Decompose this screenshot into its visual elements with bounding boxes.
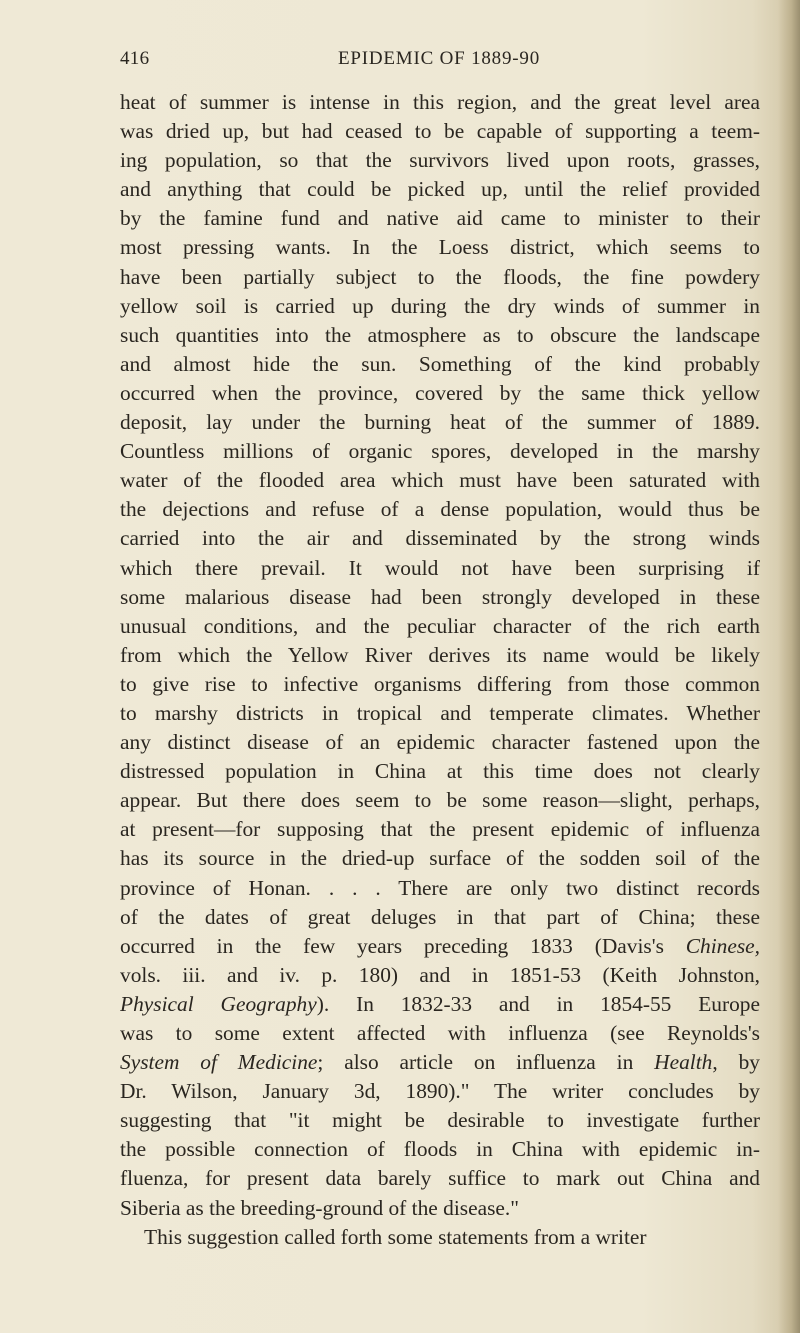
text-line: appear. But there does seem to be some reason—slight, perhaps, xyxy=(120,788,760,813)
text-line: vols. iii. and iv. p. 180) and in 1851-53 (Keith Johnston, xyxy=(120,962,760,987)
text-line: the possible connection of floods in China with epidemic in- xyxy=(120,1137,760,1162)
text-line: distressed population in China at this time does not clearly xyxy=(120,759,760,784)
italic-title-health: Health xyxy=(654,1050,713,1075)
text-line: and anything that could be picked up, until the relief provided xyxy=(120,177,760,202)
text-line: was dried up, but had ceased to be capable of supporting a teem- xyxy=(120,119,760,144)
text-line: occurred when the province, covered by the same thick yellow xyxy=(120,380,760,405)
text-run: ). In 1832-33 and in 1854-55 Europe xyxy=(316,991,760,1016)
text-line xyxy=(120,932,760,961)
text-line: Countless millions of organic spores, developed in the marshy xyxy=(120,439,760,464)
text-line: the dejections and refuse of a dense population, would thus be xyxy=(120,497,760,522)
text-line: This suggestion called forth some statements from a writer xyxy=(144,1224,647,1249)
running-title: EPIDEMIC OF 1889-90 xyxy=(337,48,541,69)
text-line: which there prevail. It would not have been surprising if xyxy=(120,555,760,580)
text-line xyxy=(120,990,760,1019)
text-line: suggesting that "it might be desirable to investigate further xyxy=(120,1108,760,1133)
text-line: to marshy districts in tropical and temperate climates. Whether xyxy=(120,700,760,725)
text-line: any distinct disease of an epidemic character fastened upon the xyxy=(120,730,760,755)
text-line: water of the flooded area which must have been saturated with xyxy=(120,468,760,493)
text-line xyxy=(120,1048,760,1077)
text-line: from which the Yellow River derives its name would be likely xyxy=(120,642,760,667)
running-head xyxy=(120,48,758,76)
body-text xyxy=(120,88,760,1252)
text-line: by the famine fund and native aid came to minister to their xyxy=(120,206,760,231)
text-line: Siberia as the breeding-ground of the disease." xyxy=(120,1195,519,1220)
italic-title-physical-geography: Physical Geography xyxy=(120,991,317,1016)
text-line: fluenza, for present data barely suffice to mark out China and xyxy=(120,1166,760,1191)
text-line: unusual conditions, and the peculiar character of the rich earth xyxy=(120,613,760,638)
text-line: of the dates of great deluges in that part of China; these xyxy=(120,904,760,929)
text-run: ; also article on influenza in xyxy=(317,1050,655,1075)
text-line: at present—for supposing that the present epidemic of influenza xyxy=(120,817,760,842)
text-run: occurred in the few years preceding 1833 (Davis's xyxy=(120,933,686,958)
text-line: most pressing wants. In the Loess district, which seems to xyxy=(120,235,760,260)
page-number: 416 xyxy=(120,48,150,69)
text-line: to give rise to infective organisms differing from those common xyxy=(120,671,760,696)
text-line: has its source in the dried-up surface of the sodden soil of the xyxy=(120,846,760,871)
text-line: and almost hide the sun. Something of the kind probably xyxy=(120,351,760,376)
text-line: such quantities into the atmosphere as to obscure the landscape xyxy=(120,322,760,347)
text-line: have been partially subject to the floods, the fine powdery xyxy=(120,264,760,289)
text-line: deposit, lay under the burning heat of the summer of 1889. xyxy=(120,410,760,435)
text-line: ing population, so that the survivors lived upon roots, grasses, xyxy=(120,148,760,173)
text-line: some malarious disease had been strongly developed in these xyxy=(120,584,760,609)
italic-title-system-of-medicine: System of Medicine xyxy=(120,1050,318,1075)
page-edge-shadow xyxy=(778,0,800,1333)
text-run: , by xyxy=(712,1050,760,1075)
text-line: yellow soil is carried up during the dry winds of summer in xyxy=(120,293,760,318)
text-line: province of Honan. . . . There are only two distinct records xyxy=(120,875,760,900)
text-line: Dr. Wilson, January 3d, 1890)." The writer concludes by xyxy=(120,1079,760,1104)
text-line: carried into the air and disseminated by the strong winds xyxy=(120,526,760,551)
italic-title-chinese: Chinese, xyxy=(685,933,760,958)
text-line: heat of summer is intense in this region, and the great level area xyxy=(120,90,760,114)
text-line: was to some extent affected with influenza (see Reynolds's xyxy=(120,1021,760,1045)
